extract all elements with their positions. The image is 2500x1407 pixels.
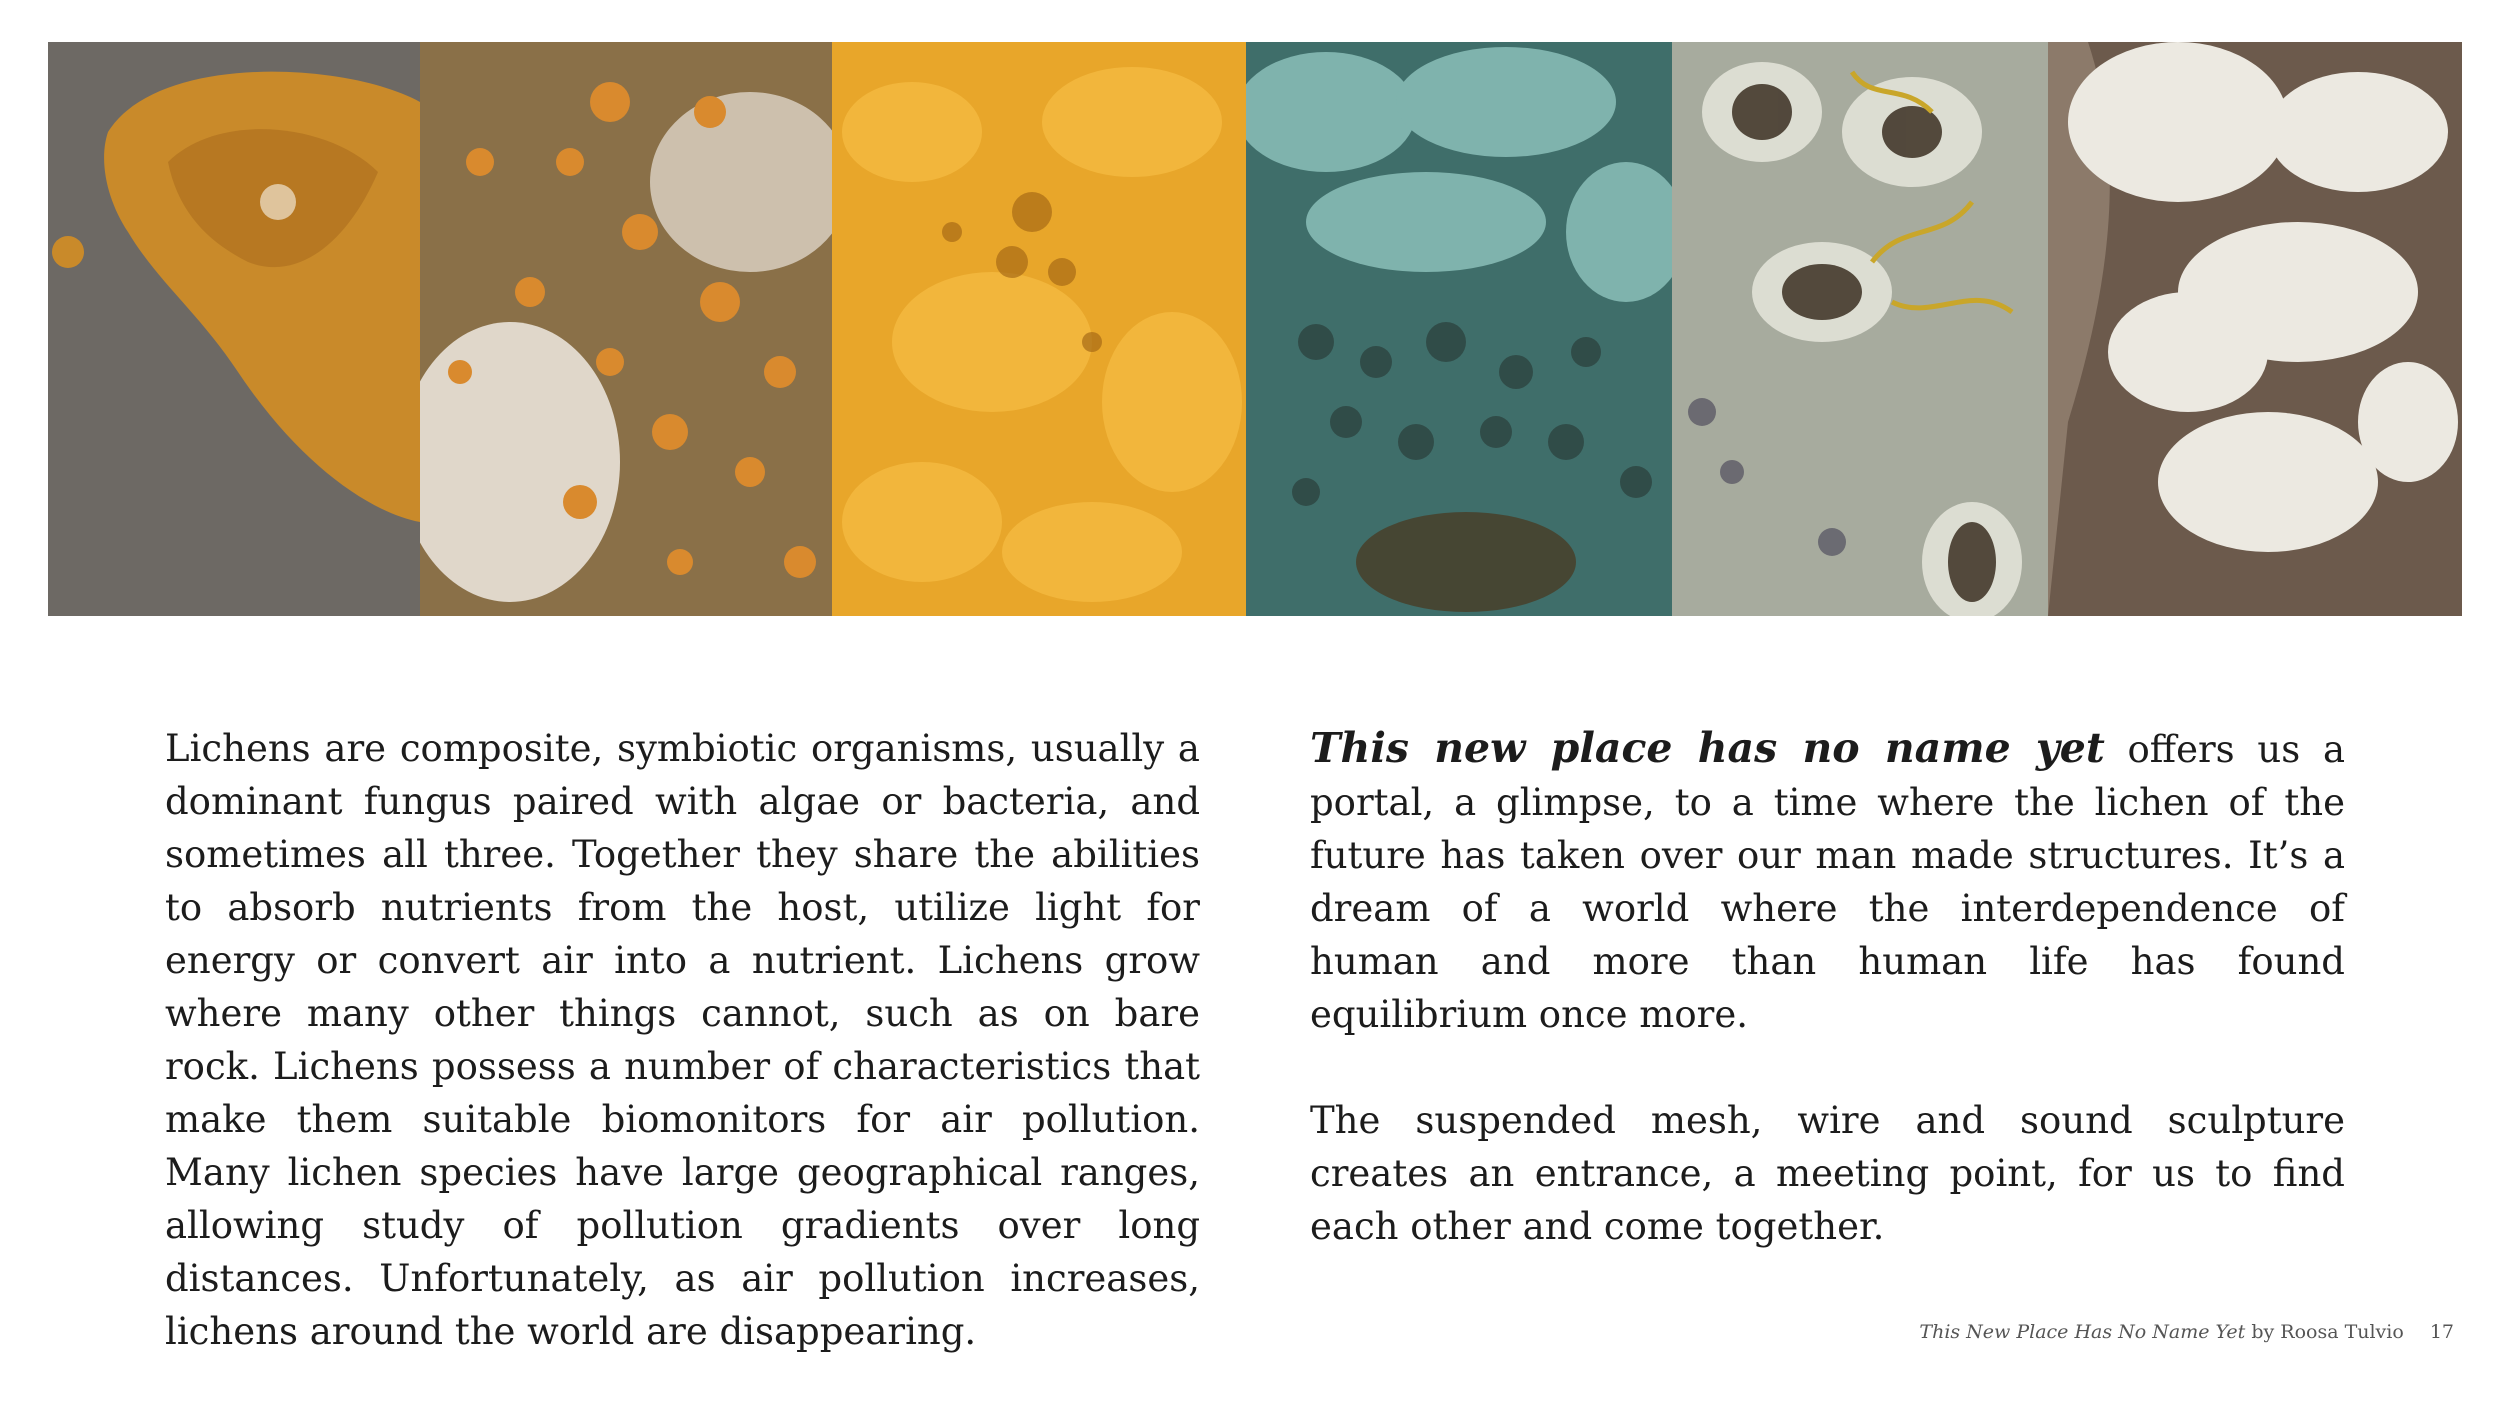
photo-orange-crust-lichen <box>420 42 832 616</box>
photo-orange-lichen-on-rock <box>48 42 420 616</box>
sculpture-description-paragraph: The suspended mesh, wire and sound sculpture creates an entrance, a meeting point, for us to find each other and come together. <box>1310 1099 2345 1248</box>
project-intro-text: offers us a portal, a glimpse, to a time where the lichen of the future has taken over our man made structures. It’s a dream of a world where the interdependence of human and more than human life has found equilibrium once more. <box>1310 728 2345 1036</box>
footer-work-title: This New Place Has No Name Yet <box>1919 1321 2246 1343</box>
project-text-column <box>1310 722 2345 1253</box>
footer-byline: by Roosa Tulvio <box>2245 1321 2404 1343</box>
photo-golden-lichen <box>832 42 1246 616</box>
photo-blue-green-lichen <box>1246 42 1672 616</box>
intro-text-column <box>165 722 1200 1358</box>
lichen-photo-strip <box>48 42 2462 616</box>
page-footer <box>1919 1321 2454 1343</box>
photo-grey-cup-lichen <box>1672 42 2048 616</box>
lichen-description-paragraph: Lichens are composite, symbiotic organisms, usually a dominant fungus paired with algae or bacteria, and sometimes all three. Together they share the abilities to absorb nutrients from the host, utilize light for energy or convert air into a nutrient. Lichens grow where many other things cannot, such as on bare rock. Lichens possess a number of characteristics that make them suitable biomonitors for air pollution. Many lichen species have large geographical ranges, allowing study of pollution gradients over long distances. Unfortunately, as air pollution increases, lichens around the world are disappearing. <box>165 727 1200 1353</box>
photo-white-leafy-lichen <box>2048 42 2462 616</box>
page-number: 17 <box>2429 1321 2454 1343</box>
project-intro-paragraph <box>1310 722 2345 1041</box>
project-title: This new place has no name yet <box>1310 724 2105 772</box>
